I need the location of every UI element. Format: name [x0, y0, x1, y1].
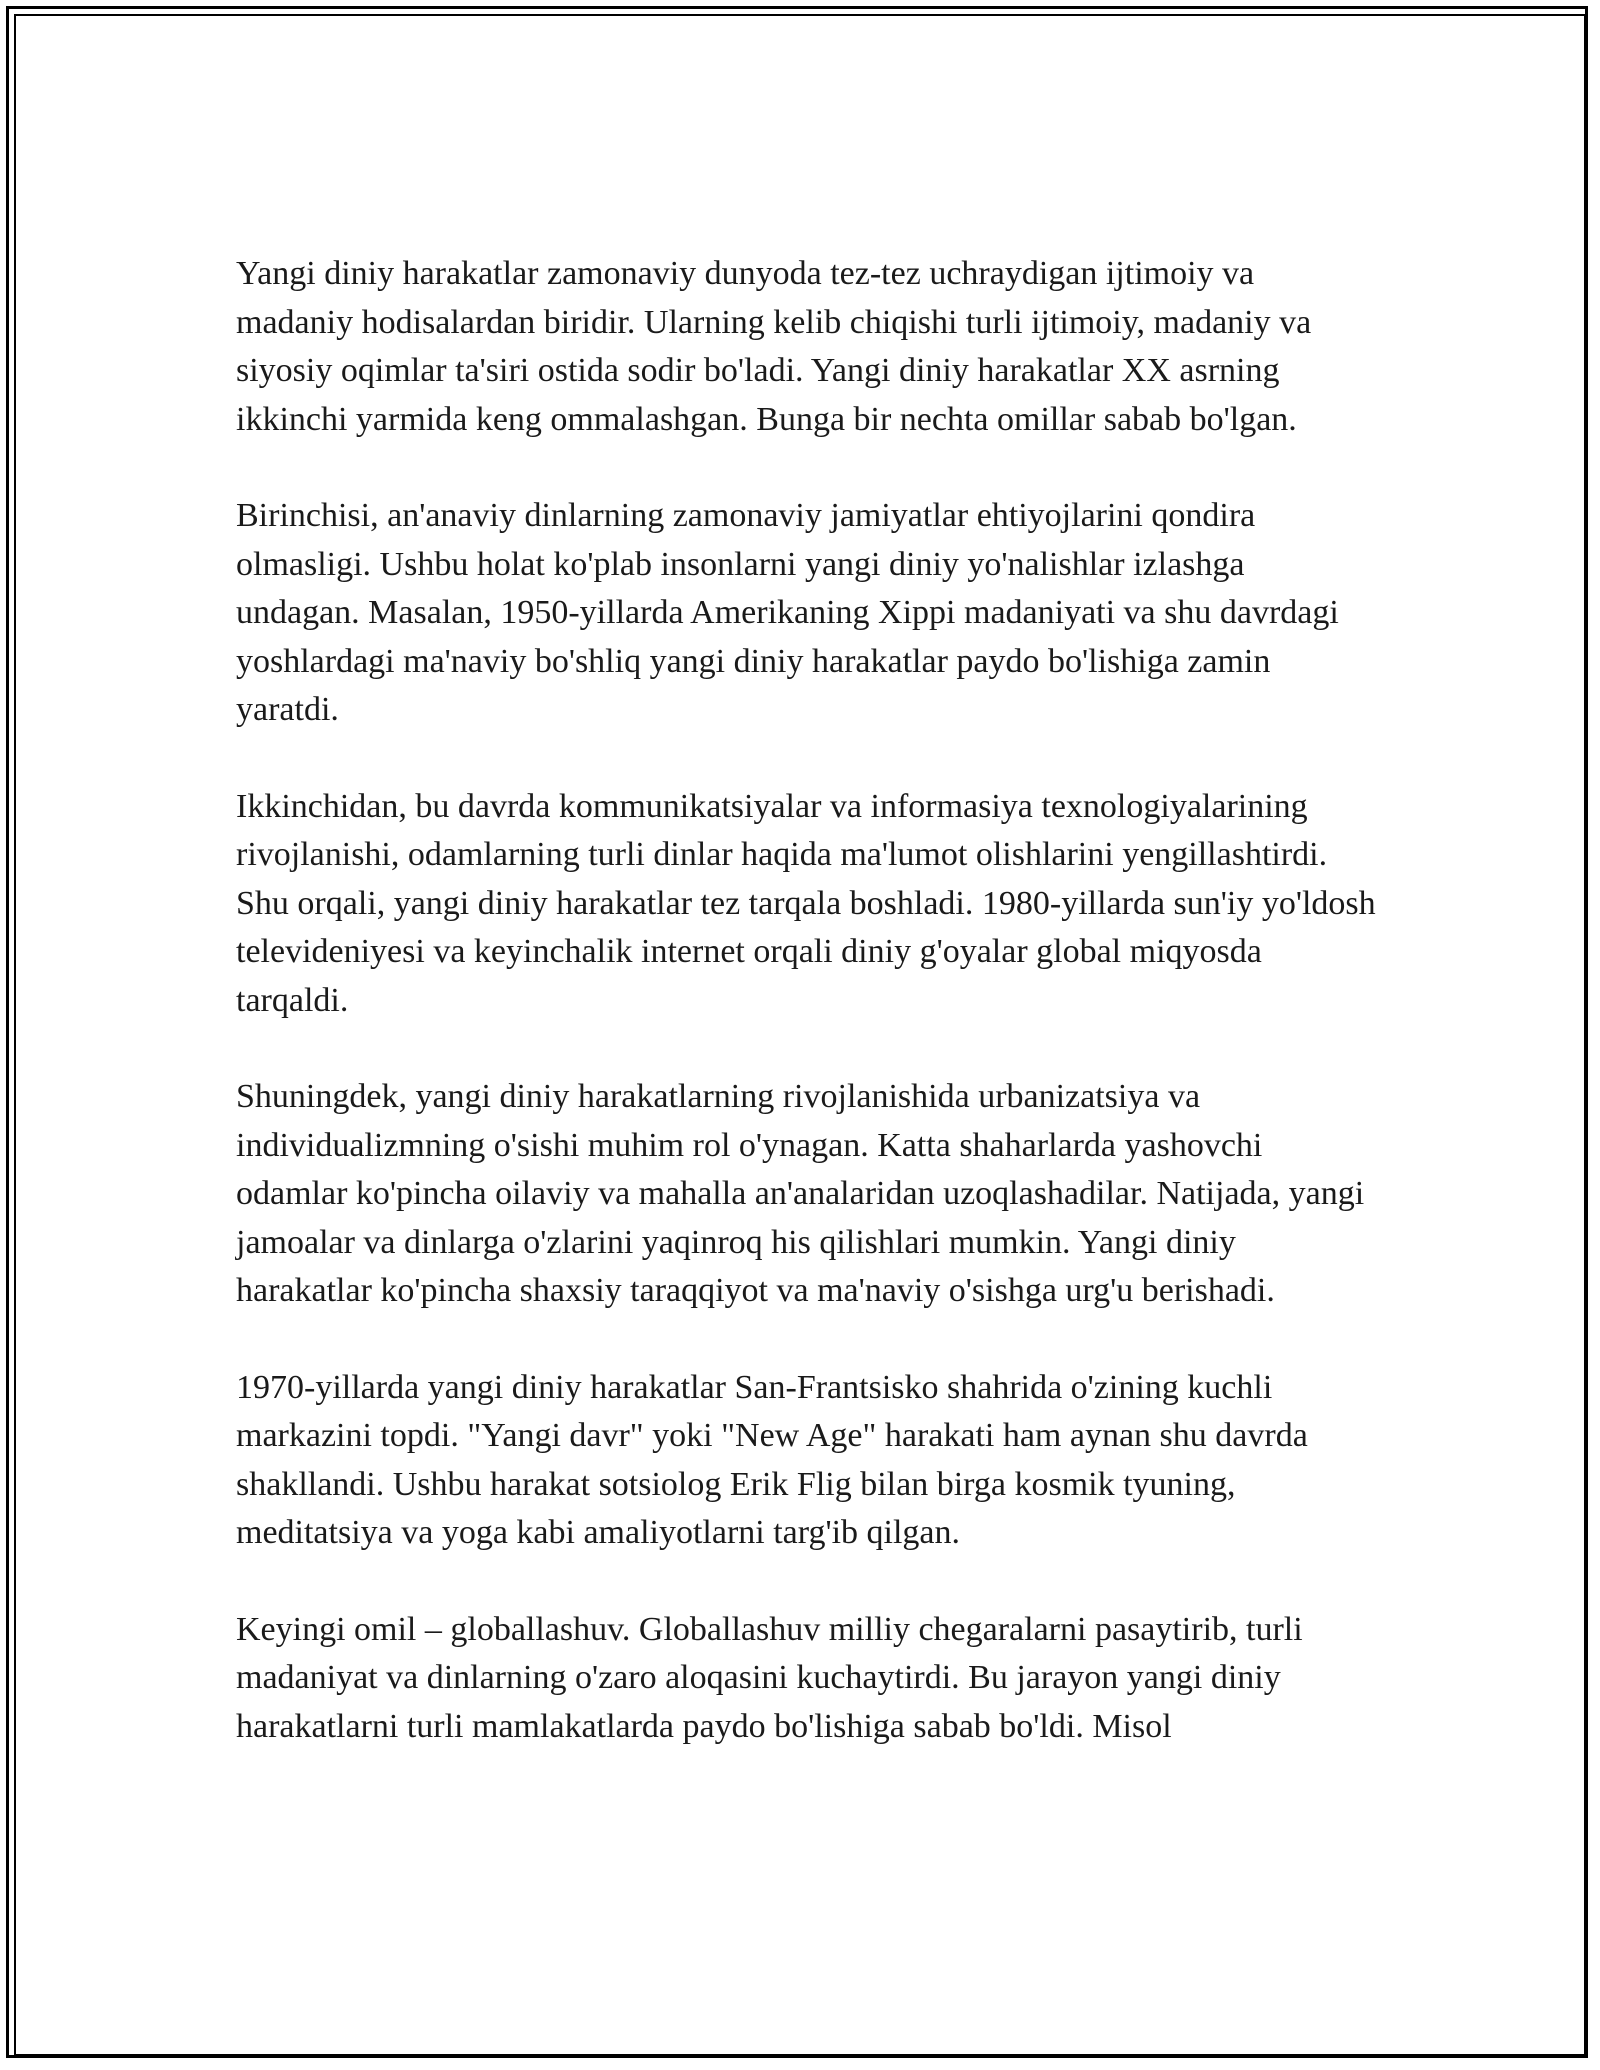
paragraph-4: Shuningdek, yangi diniy harakatlarning rivojlanishida urbanizatsiya va individualizmning o'sishi muhim rol o'ynagan. Katta shaharlarda yashovchi odamlar ko'pincha oilaviy va mahalla an'analaridan uzoqlashadilar. Natijada, yangi jamoalar va dinlarga o'zlarini yaqinroq his qilishlari mumkin. Yangi diniy harakatlar ko'pincha shaxsiy taraqqiyot va ma'naviy o'sishga urg'u berishadi.	[236, 1078, 1365, 1309]
paragraph-6: Keyingi omil – globallashuv. Globallashuv milliy chegaralarni pasaytirib, turli madaniyat va dinlarning o'zaro aloqasini kuchaytirdi. Bu jarayon yangi diniy harakatlarni turli mamlakatlarda paydo bo'lishiga sabab bo'ldi. Misol	[236, 1610, 1303, 1745]
paragraph-2: Birinchisi, an'anaviy dinlarning zamonaviy jamiyatlar ehtiyojlarini qondira olmasligi. Ushbu holat ko'plab insonlarni yangi diniy yo'nalishlar izlashga undagan. Masalan, 1950-yillarda Amerikaning Xippi madaniyati va shu davrdagi yoshlardagi ma'naviy bo'shliq yangi diniy harakatlar paydo bo'lishiga zamin yaratdi.	[236, 497, 1339, 728]
paragraph-3: Ikkinchidan, bu davrda kommunikatsiyalar va informasiya texnologiyalarining rivojlanishi, odamlarning turli dinlar haqida ma'lumot olishlarini yengillashtirdi. Shu orqali, yangi diniy harakatlar tez tarqala boshladi. 1980-yillarda sun'iy yo'ldosh televideniyesi va keyinchalik internet orqali diniy g'oyalar global miqyosda tarqaldi.	[236, 787, 1376, 1019]
document-body	[236, 250, 1376, 1751]
paragraph-1: Yangi diniy harakatlar zamonaviy dunyoda tez-tez uchraydigan ijtimoiy va madaniy hodisalardan biridir. Ularning kelib chiqishi turli ijtimoiy, madaniy va siyosiy oqimlar ta'siri ostida sodir bo'ladi. Yangi diniy harakatlar XX asrning ikkinchi yarmida keng ommalashgan. Bunga bir nechta omillar sabab bo'lgan.	[236, 255, 1312, 438]
paragraph-5: 1970-yillarda yangi diniy harakatlar San-Frantsisko shahrida o'zining kuchli markazini topdi. "Yangi davr" yoki "New Age" harakati ham aynan shu davrda shakllandi. Ushbu harakat sotsiolog Erik Flig bilan birga kosmik tyuning, meditatsiya va yoga kabi amaliyotlarni targ'ib qilgan.	[236, 1368, 1308, 1551]
